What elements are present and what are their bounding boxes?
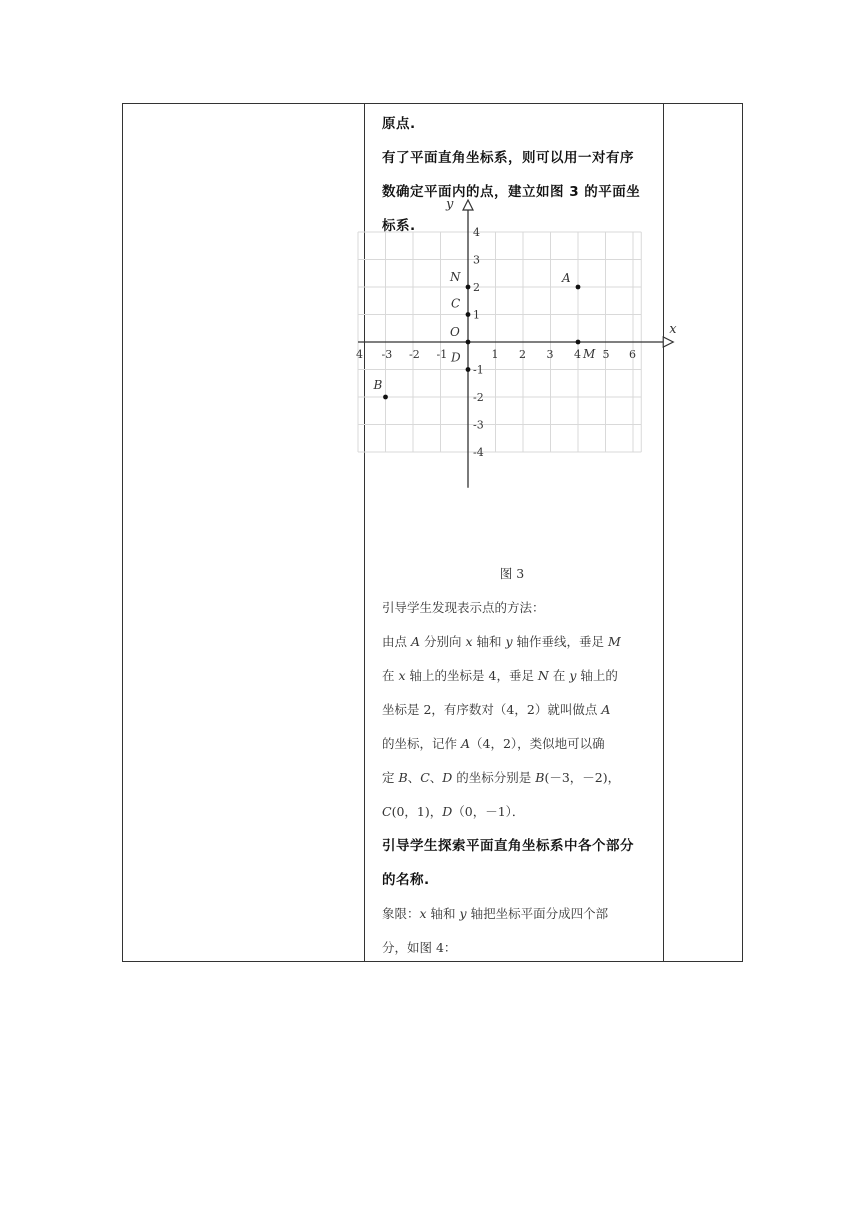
y-tick-label: -4 xyxy=(473,446,484,459)
intro-line-2: 数确定平面内的点，建立如图 3 的平面坐 xyxy=(382,184,641,200)
teaching-content-cell xyxy=(356,104,677,961)
x-tick-label: 5 xyxy=(602,348,610,361)
y-tick-label: -3 xyxy=(473,418,484,432)
explain-line-3: 坐标是 2，有序数对（4，2）就叫做点 A xyxy=(382,702,611,717)
y-tick-label: 2 xyxy=(473,281,480,294)
explore-line-1: 引导学生探索平面直角坐标系中各个部分 xyxy=(382,838,634,854)
guide-method-text: 引导学生发现表示点的方法： xyxy=(382,600,545,615)
intro-line-1: 有了平面直角坐标系，则可以用一对有序 xyxy=(382,150,634,166)
y-axis-label: y xyxy=(446,197,454,212)
point-label-b: B xyxy=(373,378,383,392)
x-tick-label: -1 xyxy=(436,348,448,361)
x-tick-label: 4 xyxy=(356,348,363,361)
explain-line-4: 的坐标，记作 A（4，2），类似地可以确 xyxy=(382,736,605,751)
quadrant-line-2: 分，如图 4： xyxy=(382,940,457,955)
explore-line-2: 的名称. xyxy=(382,872,430,888)
point-m xyxy=(576,340,581,345)
x-axis-arrow xyxy=(663,337,673,347)
point-b xyxy=(383,395,388,400)
x-tick-label: -2 xyxy=(409,348,420,361)
intro-line-3: 标系. xyxy=(382,218,416,234)
origin-end-text: 原点. xyxy=(382,116,416,132)
explain-line-6: C(0，1)，D（0，－1）． xyxy=(382,804,525,819)
x-tick-label: 4 xyxy=(574,348,581,361)
x-tick-label: -3 xyxy=(381,348,393,361)
x-tick-label: 6 xyxy=(629,348,636,361)
point-n xyxy=(466,285,471,290)
y-tick-label: 4 xyxy=(473,226,480,239)
y-tick-label: -1 xyxy=(473,363,484,377)
x-axis-label: x xyxy=(669,322,677,337)
point-label-m: M xyxy=(583,347,596,361)
x-tick-label: 1 xyxy=(491,348,499,361)
point-label-d: D xyxy=(451,350,461,365)
point-label-n: N xyxy=(450,270,461,284)
x-tick-label: 3 xyxy=(546,348,554,361)
explain-line-1: 由点 A 分别向 x 轴和 y 轴作垂线，垂足 M xyxy=(382,634,621,649)
x-tick-label: 2 xyxy=(519,348,526,361)
lesson-table xyxy=(122,103,743,962)
point-d xyxy=(466,367,471,372)
point-label-a: A xyxy=(562,271,571,285)
point-label-o: O xyxy=(450,325,460,339)
y-tick-label: -2 xyxy=(473,391,484,404)
y-tick-label: 1 xyxy=(473,308,480,322)
y-tick-label: 3 xyxy=(473,253,480,267)
figure-caption: 图 3 xyxy=(499,566,525,581)
explain-line-5: 定 B、C、D 的坐标分别是 B(－3，－2)， xyxy=(382,770,621,785)
point-o xyxy=(466,340,471,345)
point-a xyxy=(576,285,581,290)
explain-line-2: 在 x 轴上的坐标是 4，垂足 N 在 y 轴上的 xyxy=(382,668,618,683)
point-c xyxy=(466,312,471,317)
point-label-c: C xyxy=(451,296,461,311)
quadrant-line-1: 象限：x 轴和 y 轴把坐标平面分成四个部 xyxy=(382,906,609,921)
